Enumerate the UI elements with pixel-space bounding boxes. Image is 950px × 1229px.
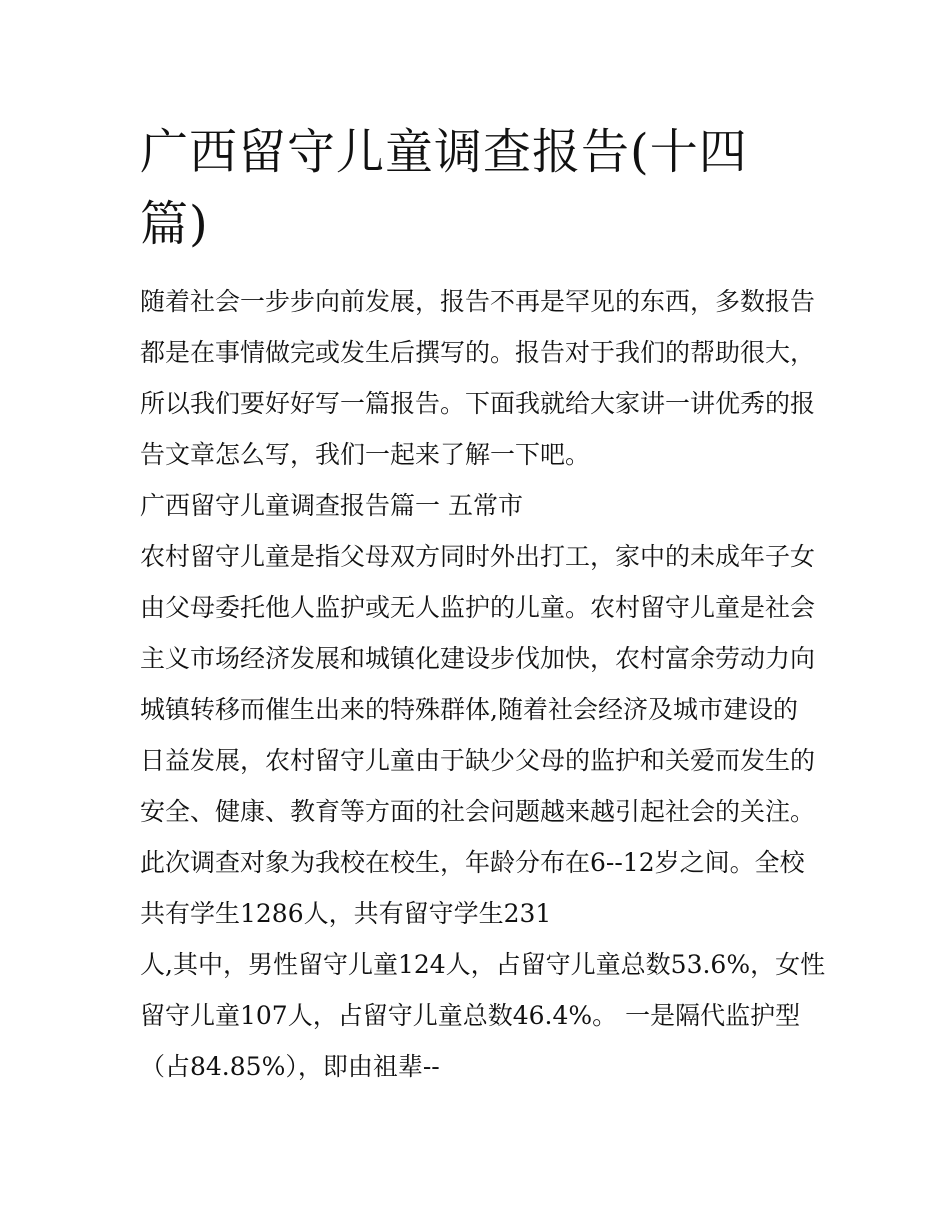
text-line: 随着社会一步步向前发展，报告不再是罕见的东西，多数报告 [140, 287, 816, 316]
text-line: 所以我们要好好写一篇报告。下面我就给大家讲一讲优秀的报 [140, 389, 816, 418]
document-title [140, 116, 820, 260]
document-body [140, 276, 826, 1092]
text-line: 都是在事情做完或发生后撰写的。报告对于我们的帮助很大， [140, 338, 816, 367]
text-line: 日益发展，农村留守儿童由于缺少父母的监护和关爱而发生的 [140, 746, 816, 775]
text-line: 留守儿童107人，占留守儿童总数46.4%。 一是隔代监护型 [140, 1001, 801, 1030]
text-line: （占84.85%），即由祖辈-- [140, 1052, 440, 1081]
text-line: 人,其中，男性留守儿童124人，占留守儿童总数53.6%，女性 [140, 950, 826, 979]
text-line: 由父母委托他人监护或无人监护的儿童。农村留守儿童是社会 [140, 593, 816, 622]
text-line: 此次调查对象为我校在校生，年龄分布在6--12岁之间。全校 [140, 848, 805, 877]
text-line: 城镇转移而催生出来的特殊群体,随着社会经济及城市建设的 [140, 695, 798, 724]
text-line: 安全、健康、教育等方面的社会问题越来越引起社会的关注。 [140, 797, 816, 826]
text-line: 农村留守儿童是指父母双方同时外出打工，家中的未成年子女 [140, 542, 816, 571]
text-line: 告文章怎么写，我们一起来了解一下吧。 [140, 440, 591, 469]
section-heading: 广西留守儿童调查报告篇一 五常市 [140, 491, 523, 520]
text-line: 主义市场经济发展和城镇化建设步伐加快，农村富余劳动力向 [140, 644, 816, 673]
text-line: 共有学生1286人，共有留守学生231 [140, 899, 552, 928]
title-line: 广西留守儿童调查报告(十四 [140, 124, 748, 180]
title-line: 篇) [140, 196, 209, 252]
